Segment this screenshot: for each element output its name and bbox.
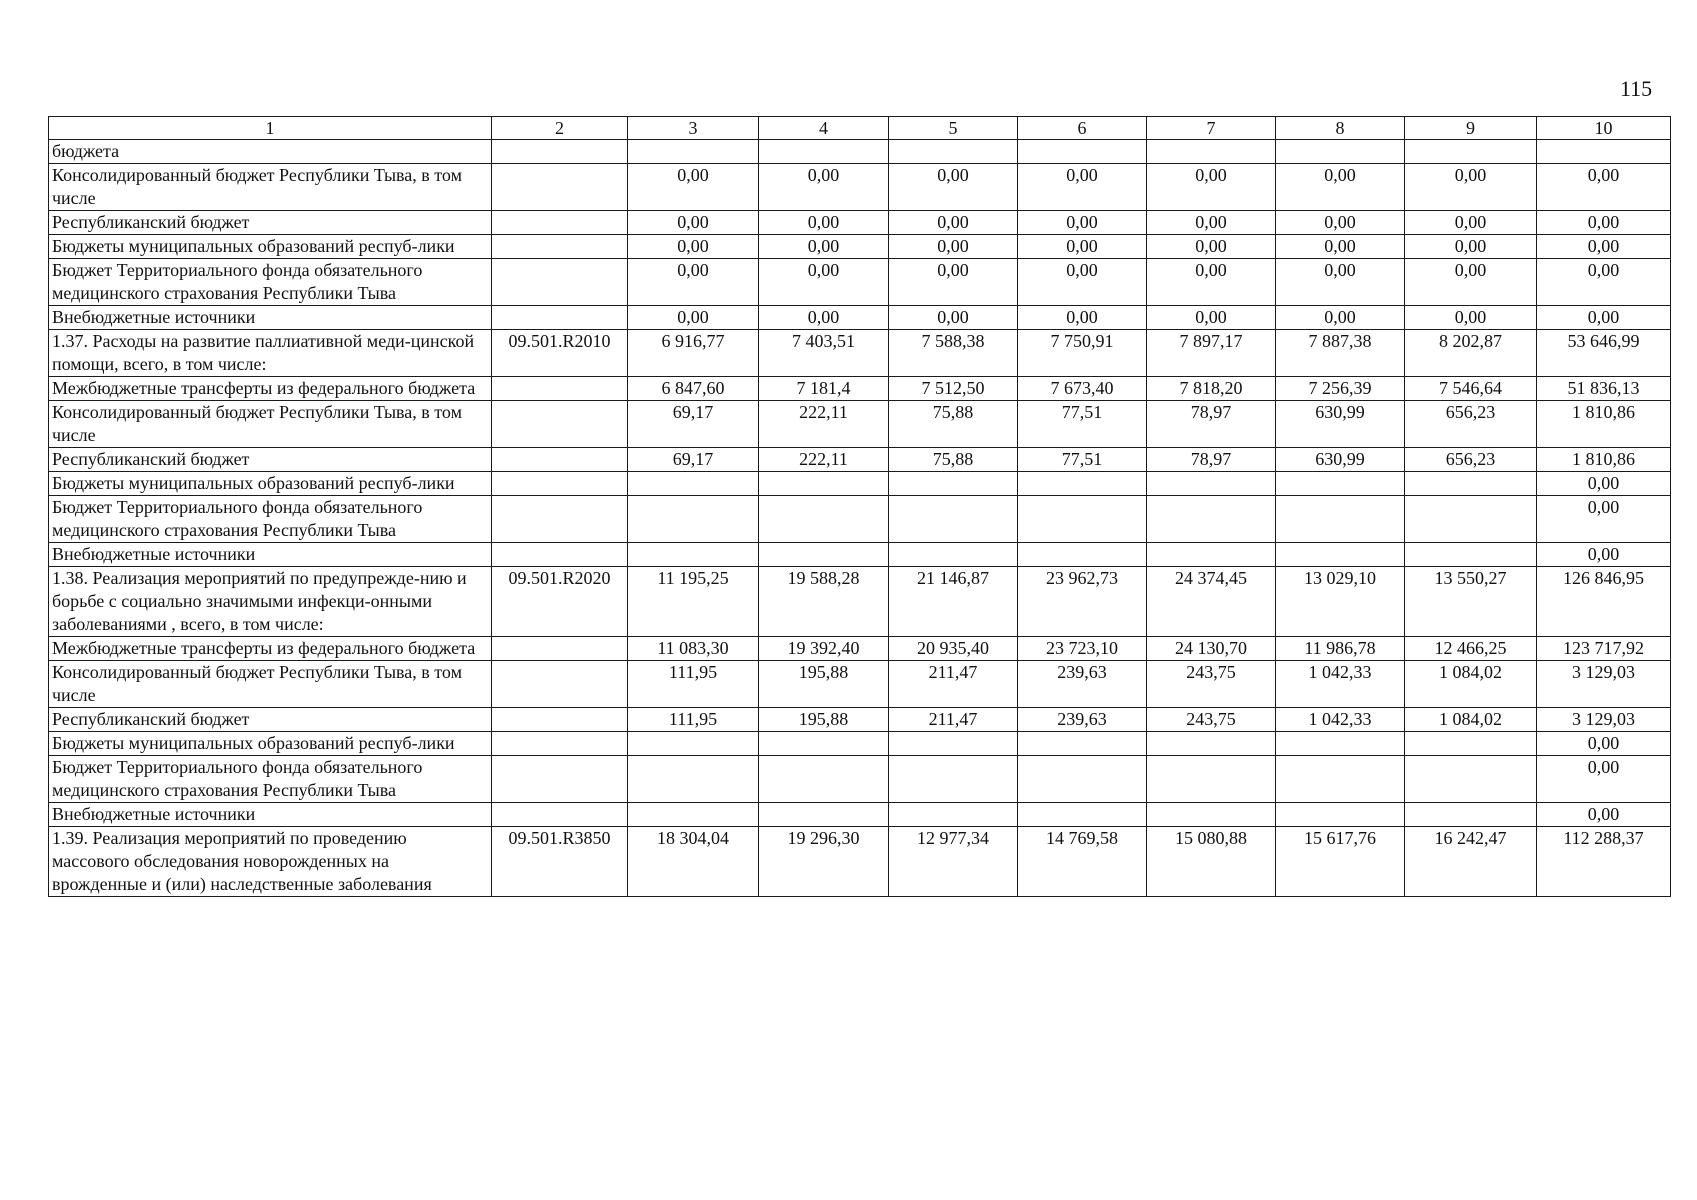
value-cell-col-4: 0,00 (759, 211, 889, 235)
value-cell-col-3: 18 304,04 (628, 827, 759, 897)
row-code-cell (492, 211, 628, 235)
value-cell-col-5: 0,00 (889, 211, 1018, 235)
value-cell-col-3: 69,17 (628, 401, 759, 448)
value-cell-col-8 (1276, 543, 1405, 567)
value-cell-col-5: 211,47 (889, 708, 1018, 732)
value-cell-col-10: 53 646,99 (1537, 330, 1671, 377)
value-cell-col-9: 16 242,47 (1405, 827, 1537, 897)
column-header-2: 2 (492, 117, 628, 140)
header-row (49, 117, 1671, 140)
row-code-cell: 09.501.R3850 (492, 827, 628, 897)
value-cell-col-5 (889, 140, 1018, 164)
value-cell-col-3: 0,00 (628, 306, 759, 330)
value-cell-col-10: 0,00 (1537, 164, 1671, 211)
value-cell-col-8: 7 256,39 (1276, 377, 1405, 401)
row-name-cell: Внебюджетные источники (49, 543, 492, 567)
row-code-cell (492, 472, 628, 496)
value-cell-col-7 (1147, 756, 1276, 803)
value-cell-col-10: 0,00 (1537, 496, 1671, 543)
table-row (49, 306, 1671, 330)
table-row (49, 732, 1671, 756)
column-header-8: 8 (1276, 117, 1405, 140)
value-cell-col-7: 7 818,20 (1147, 377, 1276, 401)
budget-table (48, 116, 1671, 897)
column-header-7: 7 (1147, 117, 1276, 140)
value-cell-col-4: 19 392,40 (759, 637, 889, 661)
row-name-cell: 1.38. Реализация мероприятий по предупрежде-нию и борьбе с социально значимыми инфекци-онными заболеваниями , всего, в том числе: (49, 567, 492, 637)
row-name-cell: Бюджет Территориального фонда обязательного медицинского страхования Республики Тыва (49, 756, 492, 803)
value-cell-col-7: 0,00 (1147, 259, 1276, 306)
value-cell-col-8 (1276, 803, 1405, 827)
value-cell-col-4: 195,88 (759, 708, 889, 732)
row-name-cell: Республиканский бюджет (49, 211, 492, 235)
value-cell-col-6 (1018, 732, 1147, 756)
row-name-cell: Консолидированный бюджет Республики Тыва, в том числе (49, 661, 492, 708)
value-cell-col-8 (1276, 732, 1405, 756)
value-cell-col-9: 656,23 (1405, 401, 1537, 448)
value-cell-col-8 (1276, 496, 1405, 543)
value-cell-col-7: 0,00 (1147, 306, 1276, 330)
value-cell-col-9: 1 084,02 (1405, 708, 1537, 732)
table-body (49, 140, 1671, 897)
value-cell-col-10: 0,00 (1537, 732, 1671, 756)
table-row (49, 496, 1671, 543)
value-cell-col-9: 0,00 (1405, 235, 1537, 259)
value-cell-col-8: 1 042,33 (1276, 708, 1405, 732)
value-cell-col-7 (1147, 140, 1276, 164)
value-cell-col-3: 69,17 (628, 448, 759, 472)
value-cell-col-4: 222,11 (759, 448, 889, 472)
value-cell-col-4 (759, 803, 889, 827)
value-cell-col-10 (1537, 140, 1671, 164)
row-name-cell: Внебюджетные источники (49, 803, 492, 827)
value-cell-col-5: 211,47 (889, 661, 1018, 708)
value-cell-col-5: 20 935,40 (889, 637, 1018, 661)
value-cell-col-9: 13 550,27 (1405, 567, 1537, 637)
value-cell-col-6 (1018, 140, 1147, 164)
value-cell-col-7: 243,75 (1147, 708, 1276, 732)
value-cell-col-3 (628, 543, 759, 567)
value-cell-col-10: 123 717,92 (1537, 637, 1671, 661)
table-row (49, 235, 1671, 259)
value-cell-col-8: 1 042,33 (1276, 661, 1405, 708)
table-row (49, 377, 1671, 401)
value-cell-col-3: 111,95 (628, 708, 759, 732)
value-cell-col-10: 1 810,86 (1537, 401, 1671, 448)
value-cell-col-9: 1 084,02 (1405, 661, 1537, 708)
value-cell-col-3 (628, 472, 759, 496)
value-cell-col-8: 0,00 (1276, 164, 1405, 211)
row-code-cell (492, 235, 628, 259)
value-cell-col-4: 7 181,4 (759, 377, 889, 401)
value-cell-col-6: 0,00 (1018, 235, 1147, 259)
page-number: 115 (1620, 76, 1653, 101)
value-cell-col-3 (628, 140, 759, 164)
value-cell-col-9 (1405, 756, 1537, 803)
table-row (49, 661, 1671, 708)
table-row (49, 211, 1671, 235)
value-cell-col-9: 7 546,64 (1405, 377, 1537, 401)
value-cell-col-6: 0,00 (1018, 306, 1147, 330)
value-cell-col-3: 0,00 (628, 259, 759, 306)
row-code-cell (492, 164, 628, 211)
value-cell-col-5: 12 977,34 (889, 827, 1018, 897)
row-code-cell (492, 803, 628, 827)
value-cell-col-7: 78,97 (1147, 401, 1276, 448)
table-row (49, 401, 1671, 448)
value-cell-col-8: 0,00 (1276, 306, 1405, 330)
table-row (49, 472, 1671, 496)
row-code-cell (492, 708, 628, 732)
value-cell-col-8: 0,00 (1276, 235, 1405, 259)
value-cell-col-3: 0,00 (628, 235, 759, 259)
row-code-cell (492, 543, 628, 567)
value-cell-col-6: 14 769,58 (1018, 827, 1147, 897)
row-code-cell (492, 140, 628, 164)
row-code-cell: 09.501.R2010 (492, 330, 628, 377)
value-cell-col-6: 77,51 (1018, 401, 1147, 448)
value-cell-col-6: 77,51 (1018, 448, 1147, 472)
value-cell-col-4 (759, 732, 889, 756)
value-cell-col-6: 0,00 (1018, 259, 1147, 306)
value-cell-col-5: 21 146,87 (889, 567, 1018, 637)
value-cell-col-6 (1018, 472, 1147, 496)
value-cell-col-7: 0,00 (1147, 235, 1276, 259)
table-row (49, 543, 1671, 567)
value-cell-col-9: 0,00 (1405, 164, 1537, 211)
value-cell-col-10: 0,00 (1537, 472, 1671, 496)
value-cell-col-4: 222,11 (759, 401, 889, 448)
value-cell-col-4: 19 588,28 (759, 567, 889, 637)
row-name-cell: бюджета (49, 140, 492, 164)
row-code-cell (492, 401, 628, 448)
row-name-cell: Республиканский бюджет (49, 708, 492, 732)
value-cell-col-7 (1147, 803, 1276, 827)
value-cell-col-10: 0,00 (1537, 543, 1671, 567)
table-row (49, 803, 1671, 827)
value-cell-col-9 (1405, 496, 1537, 543)
value-cell-col-5 (889, 472, 1018, 496)
value-cell-col-6: 7 673,40 (1018, 377, 1147, 401)
value-cell-col-4: 0,00 (759, 259, 889, 306)
value-cell-col-10: 0,00 (1537, 259, 1671, 306)
table-row (49, 827, 1671, 897)
value-cell-col-6: 23 962,73 (1018, 567, 1147, 637)
value-cell-col-10: 0,00 (1537, 803, 1671, 827)
value-cell-col-5: 0,00 (889, 259, 1018, 306)
table-row (49, 330, 1671, 377)
value-cell-col-8: 7 887,38 (1276, 330, 1405, 377)
value-cell-col-8 (1276, 472, 1405, 496)
value-cell-col-8: 15 617,76 (1276, 827, 1405, 897)
value-cell-col-9: 0,00 (1405, 211, 1537, 235)
row-code-cell (492, 259, 628, 306)
row-code-cell (492, 377, 628, 401)
row-name-cell: Внебюджетные источники (49, 306, 492, 330)
value-cell-col-5: 7 588,38 (889, 330, 1018, 377)
table-row (49, 448, 1671, 472)
value-cell-col-4: 0,00 (759, 164, 889, 211)
row-code-cell: 09.501.R2020 (492, 567, 628, 637)
value-cell-col-10: 3 129,03 (1537, 708, 1671, 732)
column-header-9: 9 (1405, 117, 1537, 140)
value-cell-col-8 (1276, 756, 1405, 803)
value-cell-col-3 (628, 496, 759, 543)
value-cell-col-7: 0,00 (1147, 164, 1276, 211)
value-cell-col-8: 630,99 (1276, 401, 1405, 448)
value-cell-col-9 (1405, 543, 1537, 567)
row-name-cell: Бюджеты муниципальных образований респуб-лики (49, 235, 492, 259)
value-cell-col-4 (759, 140, 889, 164)
value-cell-col-3: 6 847,60 (628, 377, 759, 401)
value-cell-col-4: 19 296,30 (759, 827, 889, 897)
value-cell-col-8: 0,00 (1276, 259, 1405, 306)
value-cell-col-10: 1 810,86 (1537, 448, 1671, 472)
value-cell-col-5: 0,00 (889, 306, 1018, 330)
row-name-cell: 1.39. Реализация мероприятий по проведению массового обследования новорожденных на врожденные и (или) наследственные заболевания (49, 827, 492, 897)
value-cell-col-8: 11 986,78 (1276, 637, 1405, 661)
row-code-cell (492, 496, 628, 543)
value-cell-col-7 (1147, 472, 1276, 496)
value-cell-col-10: 3 129,03 (1537, 661, 1671, 708)
row-name-cell: 1.37. Расходы на развитие паллиативной меди-цинской помощи, всего, в том числе: (49, 330, 492, 377)
value-cell-col-9: 12 466,25 (1405, 637, 1537, 661)
value-cell-col-10: 0,00 (1537, 211, 1671, 235)
column-header-10: 10 (1537, 117, 1671, 140)
value-cell-col-10: 0,00 (1537, 306, 1671, 330)
value-cell-col-7: 15 080,88 (1147, 827, 1276, 897)
value-cell-col-4: 0,00 (759, 235, 889, 259)
value-cell-col-9 (1405, 732, 1537, 756)
row-name-cell: Межбюджетные трансферты из федерального бюджета (49, 377, 492, 401)
value-cell-col-6: 239,63 (1018, 708, 1147, 732)
value-cell-col-4: 0,00 (759, 306, 889, 330)
value-cell-col-3: 11 195,25 (628, 567, 759, 637)
table-row (49, 259, 1671, 306)
value-cell-col-6: 239,63 (1018, 661, 1147, 708)
column-header-6: 6 (1018, 117, 1147, 140)
row-code-cell (492, 637, 628, 661)
value-cell-col-10: 112 288,37 (1537, 827, 1671, 897)
value-cell-col-8: 0,00 (1276, 211, 1405, 235)
value-cell-col-6: 7 750,91 (1018, 330, 1147, 377)
value-cell-col-10: 0,00 (1537, 756, 1671, 803)
value-cell-col-8: 13 029,10 (1276, 567, 1405, 637)
value-cell-col-10: 51 836,13 (1537, 377, 1671, 401)
row-name-cell: Бюджеты муниципальных образований респуб-лики (49, 732, 492, 756)
row-code-cell (492, 756, 628, 803)
column-header-1: 1 (49, 117, 492, 140)
value-cell-col-7: 7 897,17 (1147, 330, 1276, 377)
value-cell-col-4: 195,88 (759, 661, 889, 708)
value-cell-col-3: 0,00 (628, 164, 759, 211)
table-row (49, 567, 1671, 637)
value-cell-col-3 (628, 732, 759, 756)
value-cell-col-3: 6 916,77 (628, 330, 759, 377)
row-code-cell (492, 448, 628, 472)
value-cell-col-5: 75,88 (889, 401, 1018, 448)
column-header-5: 5 (889, 117, 1018, 140)
value-cell-col-9: 0,00 (1405, 306, 1537, 330)
value-cell-col-3 (628, 756, 759, 803)
value-cell-col-4 (759, 472, 889, 496)
value-cell-col-6 (1018, 803, 1147, 827)
value-cell-col-5: 0,00 (889, 164, 1018, 211)
value-cell-col-7: 0,00 (1147, 211, 1276, 235)
value-cell-col-4 (759, 496, 889, 543)
value-cell-col-10: 0,00 (1537, 235, 1671, 259)
table-row (49, 708, 1671, 732)
table-row (49, 164, 1671, 211)
row-name-cell: Республиканский бюджет (49, 448, 492, 472)
value-cell-col-9 (1405, 472, 1537, 496)
value-cell-col-3 (628, 803, 759, 827)
row-code-cell (492, 306, 628, 330)
column-header-4: 4 (759, 117, 889, 140)
value-cell-col-9 (1405, 140, 1537, 164)
value-cell-col-6 (1018, 543, 1147, 567)
row-code-cell (492, 732, 628, 756)
row-name-cell: Консолидированный бюджет Республики Тыва, в том числе (49, 401, 492, 448)
value-cell-col-5: 0,00 (889, 235, 1018, 259)
row-name-cell: Межбюджетные трансферты из федерального бюджета (49, 637, 492, 661)
value-cell-col-9: 656,23 (1405, 448, 1537, 472)
value-cell-col-7 (1147, 732, 1276, 756)
value-cell-col-5 (889, 496, 1018, 543)
value-cell-col-7: 24 374,45 (1147, 567, 1276, 637)
value-cell-col-4: 7 403,51 (759, 330, 889, 377)
table-row (49, 637, 1671, 661)
row-code-cell (492, 661, 628, 708)
value-cell-col-5: 7 512,50 (889, 377, 1018, 401)
value-cell-col-5 (889, 803, 1018, 827)
value-cell-col-9: 0,00 (1405, 259, 1537, 306)
value-cell-col-10: 126 846,95 (1537, 567, 1671, 637)
value-cell-col-5 (889, 756, 1018, 803)
value-cell-col-6: 0,00 (1018, 164, 1147, 211)
row-name-cell: Бюджет Территориального фонда обязательного медицинского страхования Республики Тыва (49, 496, 492, 543)
row-name-cell: Бюджет Территориального фонда обязательного медицинского страхования Республики Тыва (49, 259, 492, 306)
value-cell-col-7: 78,97 (1147, 448, 1276, 472)
value-cell-col-7: 24 130,70 (1147, 637, 1276, 661)
value-cell-col-6: 0,00 (1018, 211, 1147, 235)
value-cell-col-6 (1018, 756, 1147, 803)
value-cell-col-4 (759, 756, 889, 803)
value-cell-col-5 (889, 543, 1018, 567)
value-cell-col-3: 0,00 (628, 211, 759, 235)
value-cell-col-9: 8 202,87 (1405, 330, 1537, 377)
value-cell-col-3: 11 083,30 (628, 637, 759, 661)
column-header-3: 3 (628, 117, 759, 140)
value-cell-col-4 (759, 543, 889, 567)
value-cell-col-6 (1018, 496, 1147, 543)
value-cell-col-8 (1276, 140, 1405, 164)
value-cell-col-7 (1147, 496, 1276, 543)
value-cell-col-7 (1147, 543, 1276, 567)
row-name-cell: Бюджеты муниципальных образований респуб-лики (49, 472, 492, 496)
value-cell-col-5: 75,88 (889, 448, 1018, 472)
row-name-cell: Консолидированный бюджет Республики Тыва, в том числе (49, 164, 492, 211)
value-cell-col-6: 23 723,10 (1018, 637, 1147, 661)
table-row (49, 140, 1671, 164)
value-cell-col-3: 111,95 (628, 661, 759, 708)
value-cell-col-5 (889, 732, 1018, 756)
value-cell-col-7: 243,75 (1147, 661, 1276, 708)
value-cell-col-8: 630,99 (1276, 448, 1405, 472)
table-row (49, 756, 1671, 803)
value-cell-col-9 (1405, 803, 1537, 827)
